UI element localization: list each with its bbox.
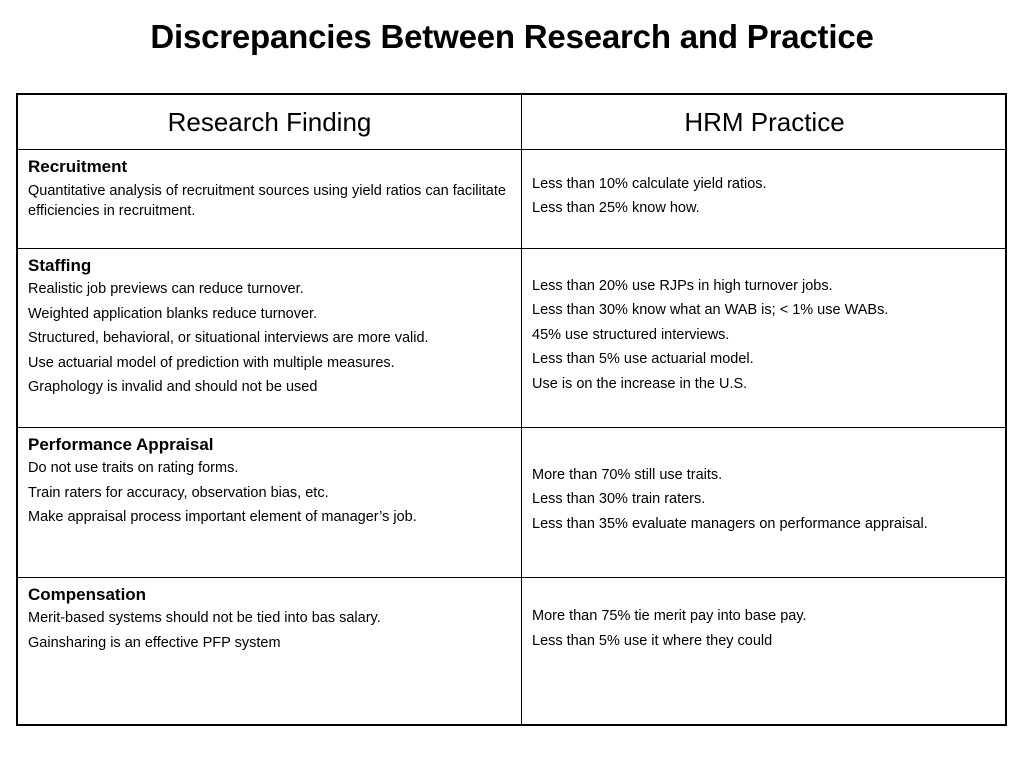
practice-item: 45% use structured interviews. — [532, 326, 730, 343]
finding-item: Do not use traits on rating forms. — [28, 460, 239, 476]
slide-title: Discrepancies Between Research and Practice — [150, 18, 874, 55]
research-cell-performance-appraisal — [18, 428, 522, 578]
finding-item: Gainsharing is an effective PFP system — [28, 634, 281, 651]
practice-cell-performance-appraisal — [522, 428, 1007, 578]
finding-item: Graphology is invalid and should not be used — [28, 379, 318, 395]
practice-item: Less than 20% use RJPs in high turnover jobs. — [532, 277, 833, 294]
category-title: Staffing — [28, 256, 92, 275]
finding-item: Quantitative analysis of recruitment sources using yield ratios can facilitate efficiencies in recruitment. — [28, 183, 506, 219]
column-header-hrm-practice: HRM Practice — [522, 95, 1007, 150]
research-cell-recruitment — [18, 150, 522, 249]
column-header-research-finding: Research Finding — [18, 95, 522, 150]
category-title: Recruitment — [28, 157, 128, 176]
practice-item: Less than 30% know what an WAB is; < 1% use WABs. — [532, 302, 889, 319]
practice-item: Less than 5% use actuarial model. — [532, 351, 754, 368]
finding-item: Structured, behavioral, or situational interviews are more valid. — [28, 330, 429, 346]
comparison-table — [16, 93, 1007, 726]
finding-item: Train raters for accuracy, observation bias, etc. — [28, 484, 329, 501]
practice-item: Less than 10% calculate yield ratios. — [532, 175, 767, 192]
category-title: Compensation — [28, 585, 147, 604]
category-title: Performance Appraisal — [28, 435, 214, 454]
practice-item: More than 75% tie merit pay into base pay. — [532, 608, 807, 624]
practice-cell-staffing — [522, 249, 1007, 428]
practice-item: Less than 25% know how. — [532, 200, 700, 216]
finding-item: Realistic job previews can reduce turnover. — [28, 281, 304, 297]
practice-item: Less than 35% evaluate managers on performance appraisal. — [532, 515, 928, 532]
practice-item: Less than 5% use it where they could — [532, 632, 773, 649]
finding-item: Make appraisal process important element of manager’s job. — [28, 509, 417, 525]
practice-item: Less than 30% train raters. — [532, 491, 706, 508]
practice-item: More than 70% still use traits. — [532, 466, 723, 483]
practice-cell-compensation — [522, 578, 1007, 724]
research-cell-staffing — [18, 249, 522, 428]
finding-item: Use actuarial model of prediction with multiple measures. — [28, 354, 395, 371]
research-cell-compensation — [18, 578, 522, 724]
practice-item: Use is on the increase in the U.S. — [532, 375, 748, 392]
finding-item: Weighted application blanks reduce turnover. — [28, 305, 318, 322]
practice-cell-recruitment — [522, 150, 1007, 249]
finding-item: Merit-based systems should not be tied into bas salary. — [28, 610, 381, 626]
